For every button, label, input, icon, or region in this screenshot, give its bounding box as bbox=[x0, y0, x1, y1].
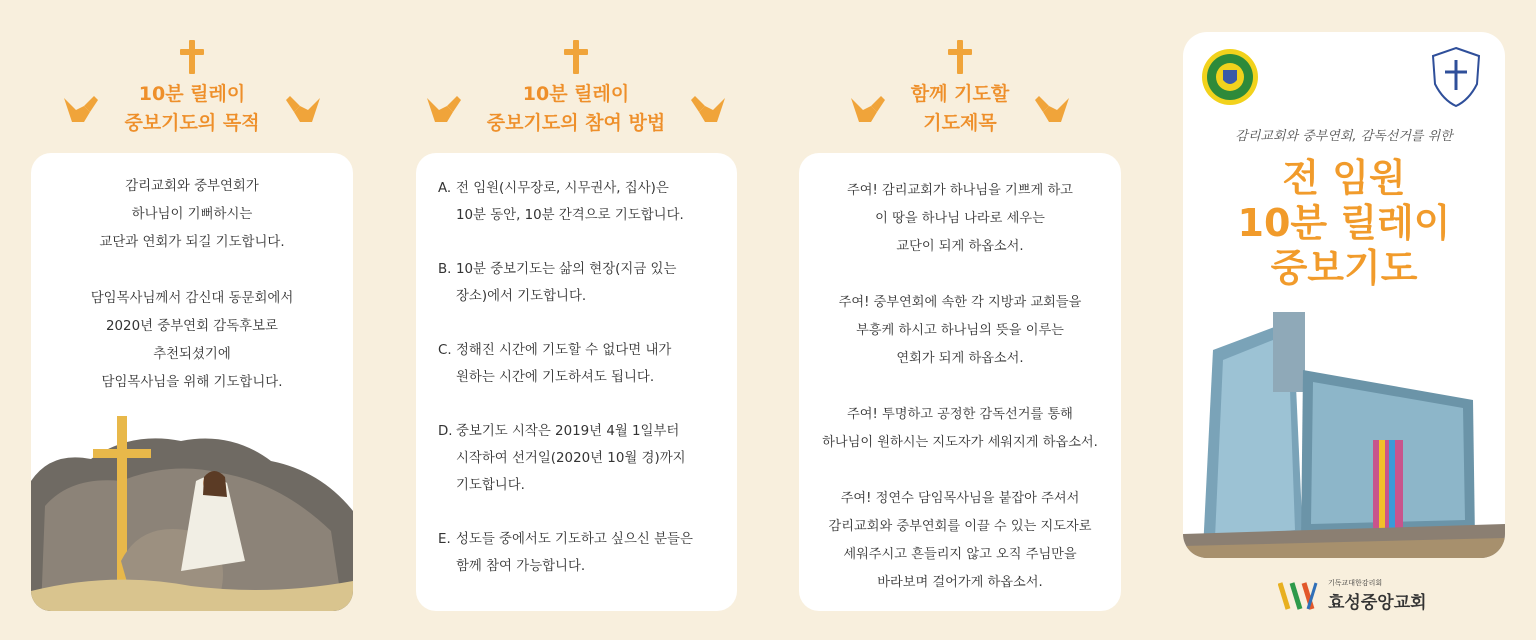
section-title: 10분 릴레이 중보기도의 목적 bbox=[124, 83, 260, 134]
cross-icon bbox=[948, 40, 972, 74]
praying-hand-left-icon bbox=[425, 92, 465, 126]
list-item: B. 10분 중보기도는 삶의 현장(지금 있는 장소)에서 기도합니다. bbox=[438, 262, 677, 304]
cross-icon bbox=[564, 40, 588, 74]
church-logo-mark-icon bbox=[1278, 581, 1320, 611]
org-name: 기독교대한감리회 bbox=[1328, 579, 1383, 587]
text-line: 감리교회와 중부연회가 bbox=[125, 179, 259, 194]
section-header-purpose bbox=[2, 40, 382, 138]
church-logo bbox=[1278, 578, 1427, 613]
cross-icon bbox=[180, 40, 204, 74]
praying-hand-right-icon bbox=[687, 92, 727, 126]
cover-panel bbox=[1183, 32, 1505, 558]
prayer-topics-card bbox=[799, 153, 1121, 611]
seminary-shield-logo bbox=[1429, 46, 1483, 108]
text-line: 2020년 중부연회 감독후보로 bbox=[106, 319, 278, 334]
method-list bbox=[416, 153, 737, 580]
cover-title: 전 임원 10분 릴레이 중보기도 bbox=[1237, 156, 1451, 290]
praying-hand-right-icon bbox=[282, 92, 322, 126]
purpose-card bbox=[31, 153, 353, 611]
text-line: 담임목사님을 위해 기도합니다. bbox=[101, 375, 283, 390]
list-item: D. 중보기도 시작은 2019년 4월 1일부터 시작하여 선거일(2020년 10월 경)까지 기도합니다. bbox=[438, 424, 686, 493]
list-item: E. 성도들 중에서도 기도하고 싶으신 분들은 함께 참여 가능합니다. bbox=[438, 532, 693, 574]
list-item: A. 전 임원(시무장로, 시무권사, 집사)은 10분 동안, 10분 간격으로 기도합니다. bbox=[438, 181, 684, 223]
church-building-photo bbox=[1183, 310, 1505, 558]
cover-subtitle: 감리교회와 중부연회, 감독선거를 위한 bbox=[1235, 129, 1453, 144]
method-card bbox=[416, 153, 737, 611]
text-line: 교단과 연회가 되길 기도합니다. bbox=[99, 235, 285, 250]
list-item: C. 정해진 시간에 기도할 수 없다면 내가 원하는 시간에 기도하셔도 됩니다. bbox=[438, 343, 672, 385]
section-header-method bbox=[386, 40, 766, 138]
section-header-prayer-topics bbox=[770, 40, 1150, 138]
text-line: 추천되셨기에 bbox=[153, 347, 231, 362]
purpose-text bbox=[31, 153, 353, 397]
praying-hand-left-icon bbox=[849, 92, 889, 126]
praying-hand-left-icon bbox=[62, 92, 102, 126]
section-title: 10분 릴레이 중보기도의 참여 방법 bbox=[486, 83, 666, 134]
church-name: 효성중앙교회 bbox=[1328, 593, 1427, 613]
praying-hand-right-icon bbox=[1031, 92, 1071, 126]
text-line: 담임목사님께서 감신대 동문회에서 bbox=[90, 291, 294, 306]
conference-emblem-logo bbox=[1201, 48, 1259, 106]
text-line: 하나님이 기뻐하시는 bbox=[131, 207, 253, 222]
section-title: 함께 기도할 기도제목 bbox=[910, 83, 1010, 134]
jesus-praying-illustration bbox=[31, 411, 353, 611]
prayer-text: 주여! 감리교회가 하나님을 기쁘게 하고 이 땅을 하나님 나라로 세우는 교단이 되게 하옵소서. 주여! 중부연회에 속한 각 지방과 교회들을 부흥케 하시고 하나님의 뜻을 이루는 연회가 되게 하옵소서. 주여! 투명하고 공정한 감독선거를 통해 하나님이 원하시는 지도자가 세워지게 하옵소서. 주여! 정연수 담임목사님을 붙잡아 주셔서 감리교회와 중부연회를 이끌 수 있는 지도자로 세워주시고 흔들리지 않고 오직 주님만을 바라보며 걸어가게 하옵소서. bbox=[822, 183, 1098, 590]
